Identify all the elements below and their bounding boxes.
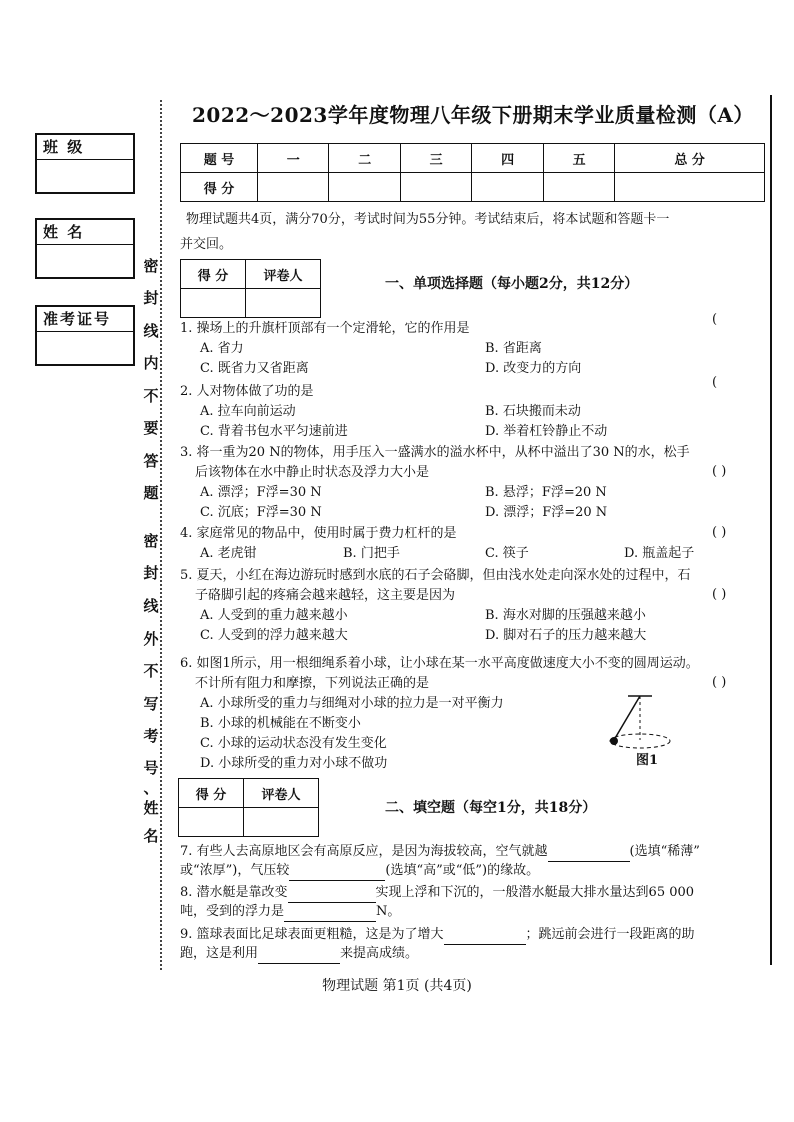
option: A. 人受到的重力越来越小 xyxy=(200,608,348,623)
q7-text-a: 7. 有些人去高原地区会有高原反应，是因为海拔较高，空气就越 xyxy=(180,844,548,859)
q9-blank-2[interactable] xyxy=(258,945,340,964)
exam-title: 2022～2023学年度物理八年级下册期末学业质量检测（A） xyxy=(192,103,754,127)
option: B. 小球的机械能在不断变小 xyxy=(200,716,361,731)
name-box xyxy=(35,218,135,279)
q9-text-c: 跑，这是利用 xyxy=(180,946,259,961)
seal-char: 不 xyxy=(143,662,159,680)
option: C. 小球的运动状态没有发生变化 xyxy=(200,736,387,751)
score-table-cell: 三 xyxy=(400,144,471,173)
seal-char: 号 xyxy=(143,759,159,777)
exam-id-label: 准考证号 xyxy=(37,307,133,332)
class-box xyxy=(35,133,135,194)
grader-box-2 xyxy=(178,778,319,837)
score-table-cell: 四 xyxy=(472,144,543,173)
seal-char: 、 xyxy=(143,779,159,797)
q9-blank-1[interactable] xyxy=(444,926,526,945)
seal-char: 线 xyxy=(143,597,159,615)
score-cell[interactable] xyxy=(400,173,471,202)
seal-char: 密 xyxy=(143,257,159,275)
figure-caption: 图1 xyxy=(636,753,659,768)
grader-score-field[interactable] xyxy=(181,289,246,318)
option: A. 拉车向前运动 xyxy=(200,404,296,419)
q8-line-2 xyxy=(180,903,400,922)
class-label: 班 级 xyxy=(37,135,133,160)
option: D. 瓶盖起子 xyxy=(624,546,695,561)
score-table-cell: 一 xyxy=(258,144,329,173)
q9-text-b: ；跳远前会进行一段距离的助 xyxy=(525,927,695,942)
option: B. 海水对脚的压强越来越小 xyxy=(485,608,646,623)
score-row-label: 得 分 xyxy=(181,173,258,202)
seal-char: 要 xyxy=(143,419,159,437)
score-table xyxy=(180,143,765,202)
option: C. 既省力又省距离 xyxy=(200,361,309,376)
q7-line-2 xyxy=(180,862,539,881)
score-table-cell: 二 xyxy=(329,144,400,173)
q8-blank-1[interactable] xyxy=(288,884,376,903)
question-stem: 4. 家庭常见的物品中，使用时属于费力杠杆的是 xyxy=(180,526,457,541)
score-table-cell: 题 号 xyxy=(181,144,258,173)
seal-char: 姓 xyxy=(143,799,159,817)
score-cell[interactable] xyxy=(258,173,329,202)
score-cell[interactable] xyxy=(329,173,400,202)
answer-parentheses: ( xyxy=(712,375,718,390)
grader-box-1 xyxy=(180,259,321,318)
figure-1-pendulum xyxy=(600,690,690,755)
instructions-line-1: 物理试题共4页，满分70分，考试时间为55分钟。考试结束后，将本试题和答题卡一 xyxy=(186,212,670,227)
option: D. 举着杠铃静止不动 xyxy=(485,424,608,439)
option: D. 改变力的方向 xyxy=(485,361,582,376)
option: A. 小球所受的重力与细绳对小球的拉力是一对平衡力 xyxy=(200,696,504,711)
q9-text-a: 9. 篮球表面比足球表面更粗糙，这是为了增大 xyxy=(180,927,444,942)
option: B. 门把手 xyxy=(343,546,400,561)
page-right-border xyxy=(770,95,772,965)
q8-text-a: 8. 潜水艇是靠改变 xyxy=(180,885,288,900)
question-stem: 2. 人对物体做了功的是 xyxy=(180,384,314,399)
answer-parentheses: ( ) xyxy=(712,587,727,602)
q9-line-1 xyxy=(180,926,695,945)
exam-id-field[interactable] xyxy=(37,332,133,364)
q9-text-d: 来提高成绩。 xyxy=(340,946,419,961)
seal-char: 线 xyxy=(143,322,159,340)
answer-parentheses: ( ) xyxy=(712,675,727,690)
option: A. 老虎钳 xyxy=(200,546,257,561)
option: C. 背着书包水平匀速前进 xyxy=(200,424,348,439)
answer-parentheses: ( ) xyxy=(712,525,727,540)
question-stem: 不计所有阻力和摩擦，下列说法正确的是 xyxy=(195,676,430,691)
option: C. 人受到的浮力越来越大 xyxy=(200,628,348,643)
score-cell[interactable] xyxy=(615,173,765,202)
grader-reviewer-label: 评卷人 xyxy=(244,779,319,808)
q8-text-b: 实现上浮和下沉的，一般潜水艇最大排水量达到65 000 xyxy=(375,885,695,900)
id-box xyxy=(35,305,135,366)
question-stem: 3. 将一重为20 N的物体，用手压入一盛满水的溢水杯中，从杯中溢出了30 N的水，松手 xyxy=(180,445,690,460)
option: C. 沉底；F浮=30 N xyxy=(200,505,322,520)
question-stem: 后该物体在水中静止时状态及浮力大小是 xyxy=(195,465,430,480)
score-cell[interactable] xyxy=(472,173,543,202)
section1-title: 一、单项选择题（每小题2分，共12分） xyxy=(385,276,639,292)
q7-text-b: (选填“稀薄” xyxy=(629,844,700,859)
page-footer: 物理试题 第1页 (共4页) xyxy=(322,978,472,994)
seal-dotted-line xyxy=(160,100,162,970)
option: A. 省力 xyxy=(200,341,244,356)
score-table-cell: 五 xyxy=(543,144,614,173)
figure-ball xyxy=(610,737,618,745)
seal-char: 名 xyxy=(143,827,159,845)
seal-char: 不 xyxy=(143,387,159,405)
grader-reviewer-field[interactable] xyxy=(246,289,321,318)
option: B. 石块搬而未动 xyxy=(485,404,581,419)
figure-string xyxy=(614,696,640,740)
q8-text-c: 吨，受到的浮力是 xyxy=(180,904,285,919)
grader-reviewer-field[interactable] xyxy=(244,808,319,837)
q8-text-d: N。 xyxy=(376,904,401,919)
option: D. 脚对石子的压力越来越大 xyxy=(485,628,647,643)
seal-char: 答 xyxy=(143,452,159,470)
q7-line-1 xyxy=(180,843,700,862)
figure-circle-path xyxy=(610,734,670,748)
option: A. 漂浮；F浮=30 N xyxy=(200,485,322,500)
score-table-cell: 总 分 xyxy=(615,144,765,173)
seal-char: 密 xyxy=(143,532,159,550)
q8-blank-2[interactable] xyxy=(284,903,376,922)
option: B. 省距离 xyxy=(485,341,542,356)
score-table-header-row xyxy=(181,144,765,173)
answer-parentheses: ( xyxy=(712,312,718,327)
seal-char: 封 xyxy=(143,564,159,582)
q7-blank-2[interactable] xyxy=(289,862,385,881)
answer-parentheses: ( ) xyxy=(712,464,727,479)
section2-title: 二、填空题（每空1分，共18分） xyxy=(385,800,597,816)
option: D. 漂浮；F浮=20 N xyxy=(485,505,608,520)
q7-text-c: 或“浓厚”)，气压较 xyxy=(180,863,290,878)
seal-char: 外 xyxy=(143,630,159,648)
seal-char: 内 xyxy=(143,354,159,372)
seal-char: 题 xyxy=(143,484,159,502)
grader-score-label: 得 分 xyxy=(181,260,246,289)
option: D. 小球所受的重力对小球不做功 xyxy=(200,756,388,771)
q7-blank-1[interactable] xyxy=(548,843,630,862)
option: C. 筷子 xyxy=(485,546,529,561)
question-stem: 子硌脚引起的疼痛会越来越轻，这主要是因为 xyxy=(195,588,456,603)
seal-char: 考 xyxy=(143,727,159,745)
name-label: 姓 名 xyxy=(37,220,133,245)
name-field[interactable] xyxy=(37,245,133,277)
q7-text-d: (选填“高”或“低”)的缘故。 xyxy=(385,863,540,878)
q8-line-1 xyxy=(180,884,694,903)
seal-char: 写 xyxy=(143,695,159,713)
instructions-line-2: 并交回。 xyxy=(180,237,233,252)
question-stem: 1. 操场上的升旗杆顶部有一个定滑轮，它的作用是 xyxy=(180,321,470,336)
score-table-score-row xyxy=(181,173,765,202)
question-stem: 5. 夏天，小红在海边游玩时感到水底的石子会硌脚，但由浅水处走向深水处的过程中，石 xyxy=(180,568,691,583)
grader-score-field[interactable] xyxy=(179,808,244,837)
seal-char: 封 xyxy=(143,289,159,307)
grader-reviewer-label: 评卷人 xyxy=(246,260,321,289)
question-stem: 6. 如图1所示，用一根细绳系着小球，让小球在某一水平高度做速度大小不变的圆周运动。 xyxy=(180,656,699,671)
score-cell[interactable] xyxy=(543,173,614,202)
class-field[interactable] xyxy=(37,160,133,192)
grader-score-label: 得 分 xyxy=(179,779,244,808)
q9-line-2 xyxy=(180,945,418,964)
option: B. 悬浮；F浮=20 N xyxy=(485,485,607,500)
